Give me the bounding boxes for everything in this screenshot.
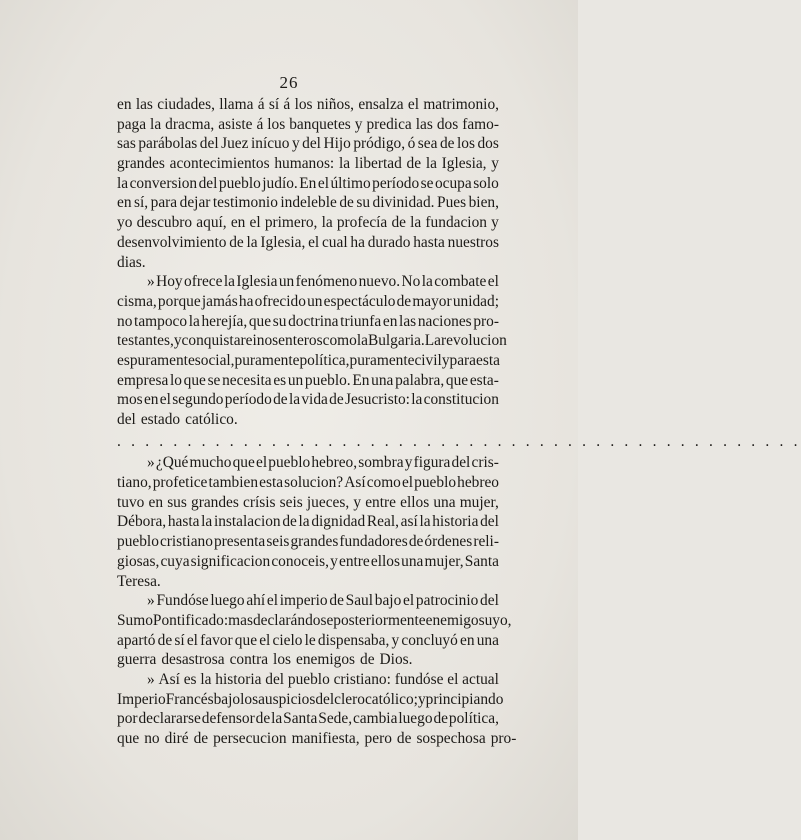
text-line: en sí, para dejar testimonio indeleble de su divinidad. Pues bien, <box>117 194 499 212</box>
text-line: es puramente social, puramente política, puramente civil y para esta <box>117 351 500 369</box>
text-line: » Fundóse luego ahí el imperio de Saul bajo el patrocinio del <box>147 592 499 610</box>
text-line: la conversion del pueblo judío. En el último período se ocupa solo <box>117 174 499 192</box>
text-line: no tampoco la herejía, que su doctrina triunfa en las naciones pro- <box>117 312 499 330</box>
text-line: » Hoy ofrece la Iglesia un fenómeno nuevo. No la combate el <box>147 273 499 291</box>
paragraph-2 <box>117 272 507 430</box>
text-line: tiano, profetice tambien esta solucion? Así como el pueblo hebreo <box>117 474 499 492</box>
text-line: Débora, hasta la instalacion de la dignidad Real, así la historia del <box>117 513 499 531</box>
text-line: desenvolvimiento de la Iglesia, el cual ha durado hasta nuestros <box>117 233 499 251</box>
text-line: tuvo en sus grandes crísis seis jueces, y entre ellos una mujer, <box>117 493 499 511</box>
text-line: » ¿Qué mucho que el pueblo hebreo, sombra y figura del cris- <box>147 454 499 472</box>
text-line: Sumo Pontificado: mas declarándose posteriormente enemigo suyo, <box>117 611 512 629</box>
body-text <box>117 95 801 749</box>
text-line: » Así es la historia del pueblo cristiano: fundóse el actual <box>147 670 499 688</box>
text-line: que no diré de persecucion manifiesta, pero de sospechosa pro- <box>117 730 517 747</box>
text-line: empresa lo que se necesita es un pueblo. En una palabra, que esta- <box>117 371 499 389</box>
text-line: pueblo cristiano presenta seis grandes fundadores de órdenes reli- <box>117 533 499 551</box>
text-line: paga la dracma, asiste á los banquetes y predica las dos famo- <box>117 115 499 133</box>
ellipsis-separator: . . . . . . . . . . . . . . . . . . . . . . . . . . . . . . . . . . . . . . . . . . . . . . . . . <box>117 432 801 450</box>
paragraph-5 <box>117 670 517 749</box>
text-line: por declararse defensor de la Santa Sede, cambia luego de política, <box>117 710 499 728</box>
text-line: en las ciudades, llama á sí á los niños, ensalza el matrimonio, <box>117 96 499 113</box>
page-number: 26 <box>279 73 299 92</box>
text-line: grandes acontecimientos humanos: la libertad de la Iglesia, y <box>117 155 499 173</box>
text-line: giosas, cuya significacion conoceis, y entre ellos una mujer, Santa <box>117 552 499 570</box>
paragraph-3 <box>117 453 499 591</box>
text-line: mos en el segundo período de la vida de Jesucristo: la constitucion <box>117 391 499 409</box>
paragraph-4 <box>117 591 512 670</box>
text-line: del estado católico. <box>117 411 238 428</box>
text-line: yo descubro aquí, en el primero, la profecía de la fundacion y <box>117 214 499 232</box>
text-line: testantes, y conquista reinos enteros como la Bulgaria. La revolucion <box>117 332 507 350</box>
text-line: cisma, porque jamás ha ofrecido un espectáculo de mayor unidad; <box>117 292 499 310</box>
text-line: Imperio Francés bajo los auspicios del clero católico; y principiando <box>117 690 504 708</box>
text-line: sas parábolas del Juez inícuo y del Hijo pródigo, ó sea de los dos <box>117 135 499 153</box>
paragraph-1 <box>117 95 499 272</box>
text-line: guerra desastrosa contra los enemigos de Dios. <box>117 651 413 669</box>
text-line: apartó de sí el favor que el cielo le dispensaba, y concluyó en una <box>117 631 499 649</box>
text-line: Teresa. <box>117 572 161 590</box>
text-line: dias. <box>117 253 146 271</box>
